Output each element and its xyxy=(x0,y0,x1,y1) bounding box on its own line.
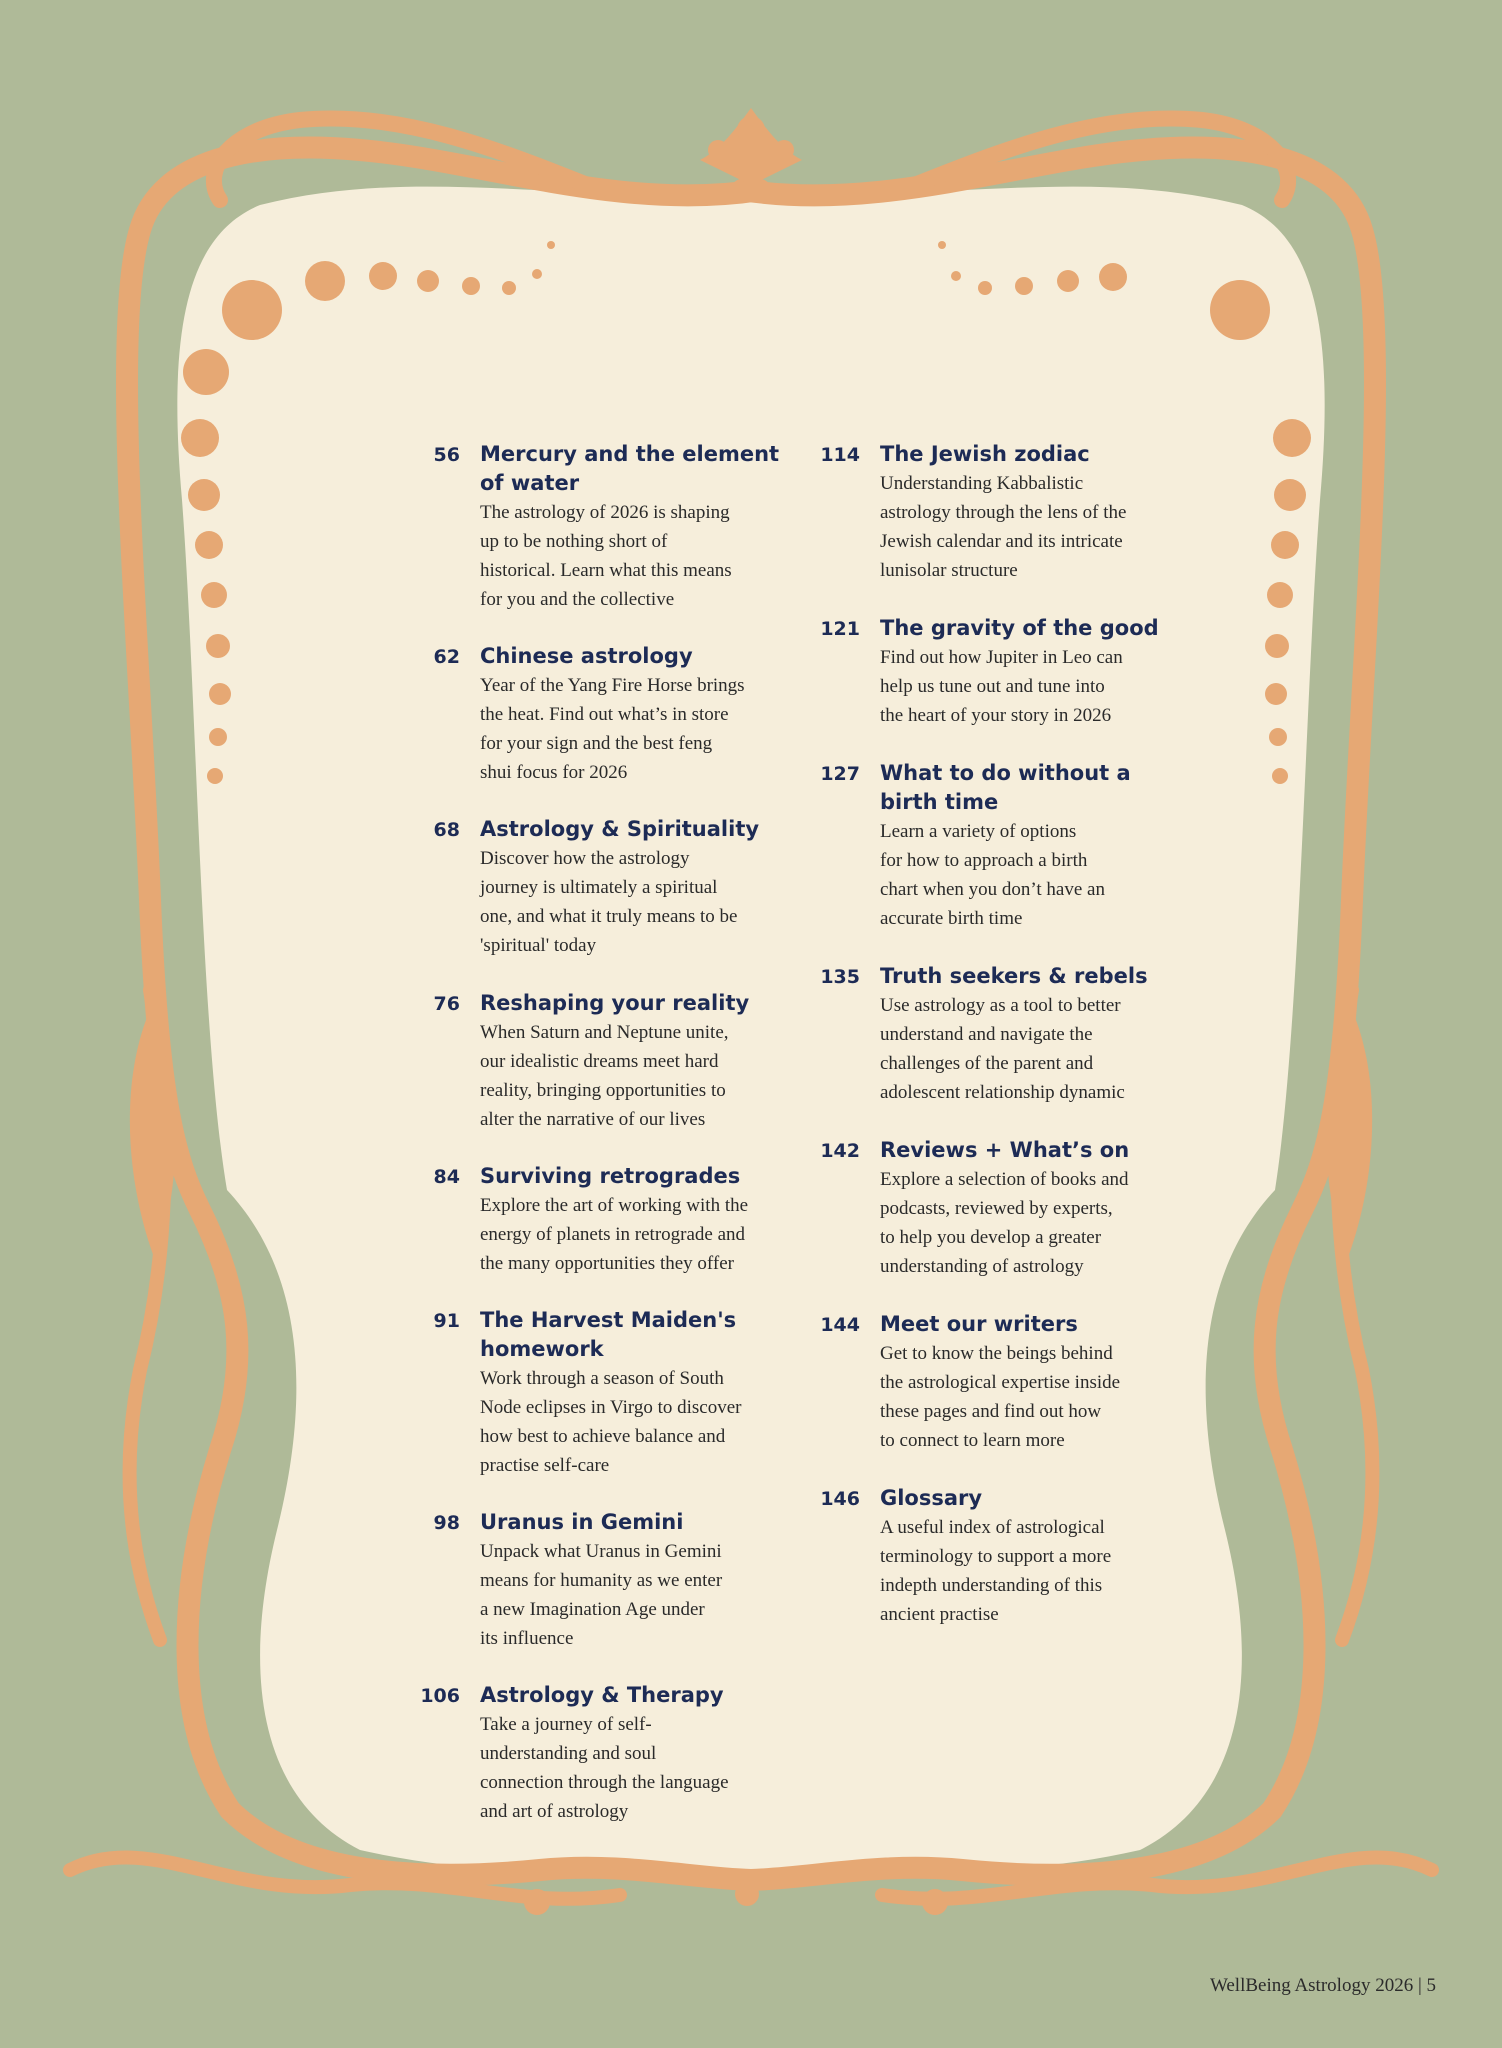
entry-title: What to do without a xyxy=(880,761,1131,785)
page-number: 135 xyxy=(820,966,860,988)
toc-entry[interactable] xyxy=(406,1162,796,1278)
toc-entry[interactable] xyxy=(806,1484,1196,1629)
entry-title: The Jewish zodiac xyxy=(880,442,1090,466)
entry-description: Use astrology as a tool to better xyxy=(880,995,1121,1016)
entry-description: help us tune out and tune into xyxy=(880,676,1105,697)
entry-title: Truth seekers & rebels xyxy=(880,964,1148,988)
entry-description: Explore a selection of books and xyxy=(880,1169,1129,1190)
entry-description: for you and the collective xyxy=(480,589,675,610)
entry-description: means for humanity as we enter xyxy=(480,1570,723,1591)
page-number: 91 xyxy=(433,1310,460,1332)
page-number: 84 xyxy=(433,1166,460,1188)
entry-description: astrology through the lens of the xyxy=(880,502,1127,523)
entry-title: The gravity of the good xyxy=(880,616,1159,640)
entry-description: Discover how the astrology xyxy=(480,848,690,869)
page-number: 62 xyxy=(433,646,460,668)
page-footer: WellBeing Astrology 2026 | 5 xyxy=(1209,1975,1436,1996)
entry-title: Astrology & Spirituality xyxy=(480,817,760,841)
entry-description: and art of astrology xyxy=(480,1801,629,1822)
page-number: 56 xyxy=(433,444,460,466)
entry-description: alter the narrative of our lives xyxy=(480,1109,706,1130)
entry-title: Mercury and the element xyxy=(480,442,780,466)
page-number: 76 xyxy=(433,993,460,1015)
entry-description: for your sign and the best feng xyxy=(480,733,713,754)
toc-entry[interactable] xyxy=(806,1310,1196,1455)
toc-entry[interactable] xyxy=(406,1508,796,1653)
entry-title: Glossary xyxy=(880,1486,983,1510)
entry-description: to help you develop a greater xyxy=(880,1227,1102,1248)
entry-description: one, and what it truly means to be xyxy=(480,906,738,927)
entry-description: adolescent relationship dynamic xyxy=(880,1082,1125,1103)
entry-title: Surviving retrogrades xyxy=(480,1164,741,1188)
toc-entry[interactable] xyxy=(806,759,1196,933)
entry-description: journey is ultimately a spiritual xyxy=(480,877,718,898)
entry-description: Jewish calendar and its intricate xyxy=(880,531,1123,552)
toc-entry[interactable] xyxy=(406,642,796,787)
entry-title: Chinese astrology xyxy=(480,644,693,668)
entry-description: the heart of your story in 2026 xyxy=(880,705,1112,726)
entry-description: A useful index of astrological xyxy=(880,1517,1105,1538)
entry-description: practise self-care xyxy=(480,1455,610,1476)
entry-description: its influence xyxy=(480,1628,574,1649)
entry-description: a new Imagination Age under xyxy=(480,1599,705,1620)
entry-description: the heat. Find out what’s in store xyxy=(480,704,729,725)
entry-description: Explore the art of working with the xyxy=(480,1195,749,1216)
entry-description: Understanding Kabbalistic xyxy=(880,473,1084,494)
toc-entry[interactable] xyxy=(806,440,1196,585)
entry-description: Unpack what Uranus in Gemini xyxy=(480,1541,722,1562)
entry-description: 'spiritual' today xyxy=(480,935,597,956)
page-number: 68 xyxy=(433,819,460,841)
entry-description: Node eclipses in Virgo to discover xyxy=(480,1397,742,1418)
entry-description: these pages and find out how xyxy=(880,1401,1102,1422)
entry-description: understanding of astrology xyxy=(880,1256,1084,1277)
page-number: 146 xyxy=(820,1488,860,1510)
toc-entry[interactable] xyxy=(406,815,796,960)
toc-column-right xyxy=(806,440,1196,1629)
entry-description: the astrological expertise inside xyxy=(880,1372,1121,1393)
entry-title: of water xyxy=(480,471,580,495)
entry-title: Meet our writers xyxy=(880,1312,1078,1336)
entry-description: reality, bringing opportunities to xyxy=(480,1080,726,1101)
toc-entry[interactable] xyxy=(806,614,1196,730)
page-number: 144 xyxy=(820,1314,860,1336)
entry-description: When Saturn and Neptune unite, xyxy=(480,1022,729,1043)
toc-entry[interactable] xyxy=(806,1136,1196,1281)
entry-description: Find out how Jupiter in Leo can xyxy=(880,647,1123,668)
entry-description: the many opportunities they offer xyxy=(480,1253,734,1274)
entry-description: our idealistic dreams meet hard xyxy=(480,1051,719,1072)
entry-description: up to be nothing short of xyxy=(480,531,668,552)
page-number: 127 xyxy=(820,763,860,785)
entry-description: for how to approach a birth xyxy=(880,850,1088,871)
page-number: 106 xyxy=(420,1685,460,1707)
entry-title: The Harvest Maiden's xyxy=(480,1308,737,1332)
entry-title: birth time xyxy=(880,790,999,814)
entry-description: chart when you don’t have an xyxy=(880,879,1105,900)
entry-description: terminology to support a more xyxy=(880,1546,1112,1567)
entry-description: understanding and soul xyxy=(480,1743,657,1764)
entry-description: ancient practise xyxy=(880,1604,999,1625)
entry-description: historical. Learn what this means xyxy=(480,560,732,581)
entry-description: Get to know the beings behind xyxy=(880,1343,1113,1364)
entry-description: indepth understanding of this xyxy=(880,1575,1103,1596)
page-number: 98 xyxy=(433,1512,460,1534)
entry-description: Take a journey of self- xyxy=(480,1714,652,1735)
entry-description: Work through a season of South xyxy=(480,1368,724,1389)
entry-title: Uranus in Gemini xyxy=(480,1510,684,1534)
entry-title: homework xyxy=(480,1337,604,1361)
toc-entry[interactable] xyxy=(406,1681,796,1826)
toc-entry[interactable] xyxy=(406,989,796,1134)
entry-description: Learn a variety of options xyxy=(880,821,1077,842)
entry-title: Reviews + What’s on xyxy=(880,1138,1130,1162)
entry-description: to connect to learn more xyxy=(880,1430,1065,1451)
entry-description: challenges of the parent and xyxy=(880,1053,1094,1074)
toc-entry[interactable] xyxy=(406,440,796,614)
entry-description: connection through the language xyxy=(480,1772,729,1793)
entry-description: energy of planets in retrograde and xyxy=(480,1224,746,1245)
entry-description: Year of the Yang Fire Horse brings xyxy=(480,675,745,696)
entry-description: lunisolar structure xyxy=(880,560,1018,581)
entry-description: shui focus for 2026 xyxy=(480,762,628,783)
page-number: 114 xyxy=(820,444,860,466)
entry-description: how best to achieve balance and xyxy=(480,1426,726,1447)
entry-description: understand and navigate the xyxy=(880,1024,1093,1045)
entry-title: Reshaping your reality xyxy=(480,991,750,1015)
page-number: 142 xyxy=(820,1140,860,1162)
toc-column-left xyxy=(406,440,796,1826)
toc-entry[interactable] xyxy=(406,1306,796,1480)
entry-description: podcasts, reviewed by experts, xyxy=(880,1198,1113,1219)
entry-description: The astrology of 2026 is shaping xyxy=(480,502,730,523)
entry-description: accurate birth time xyxy=(880,908,1023,929)
toc-entry[interactable] xyxy=(806,962,1196,1107)
page-number: 121 xyxy=(820,618,860,640)
entry-title: Astrology & Therapy xyxy=(480,1683,724,1707)
